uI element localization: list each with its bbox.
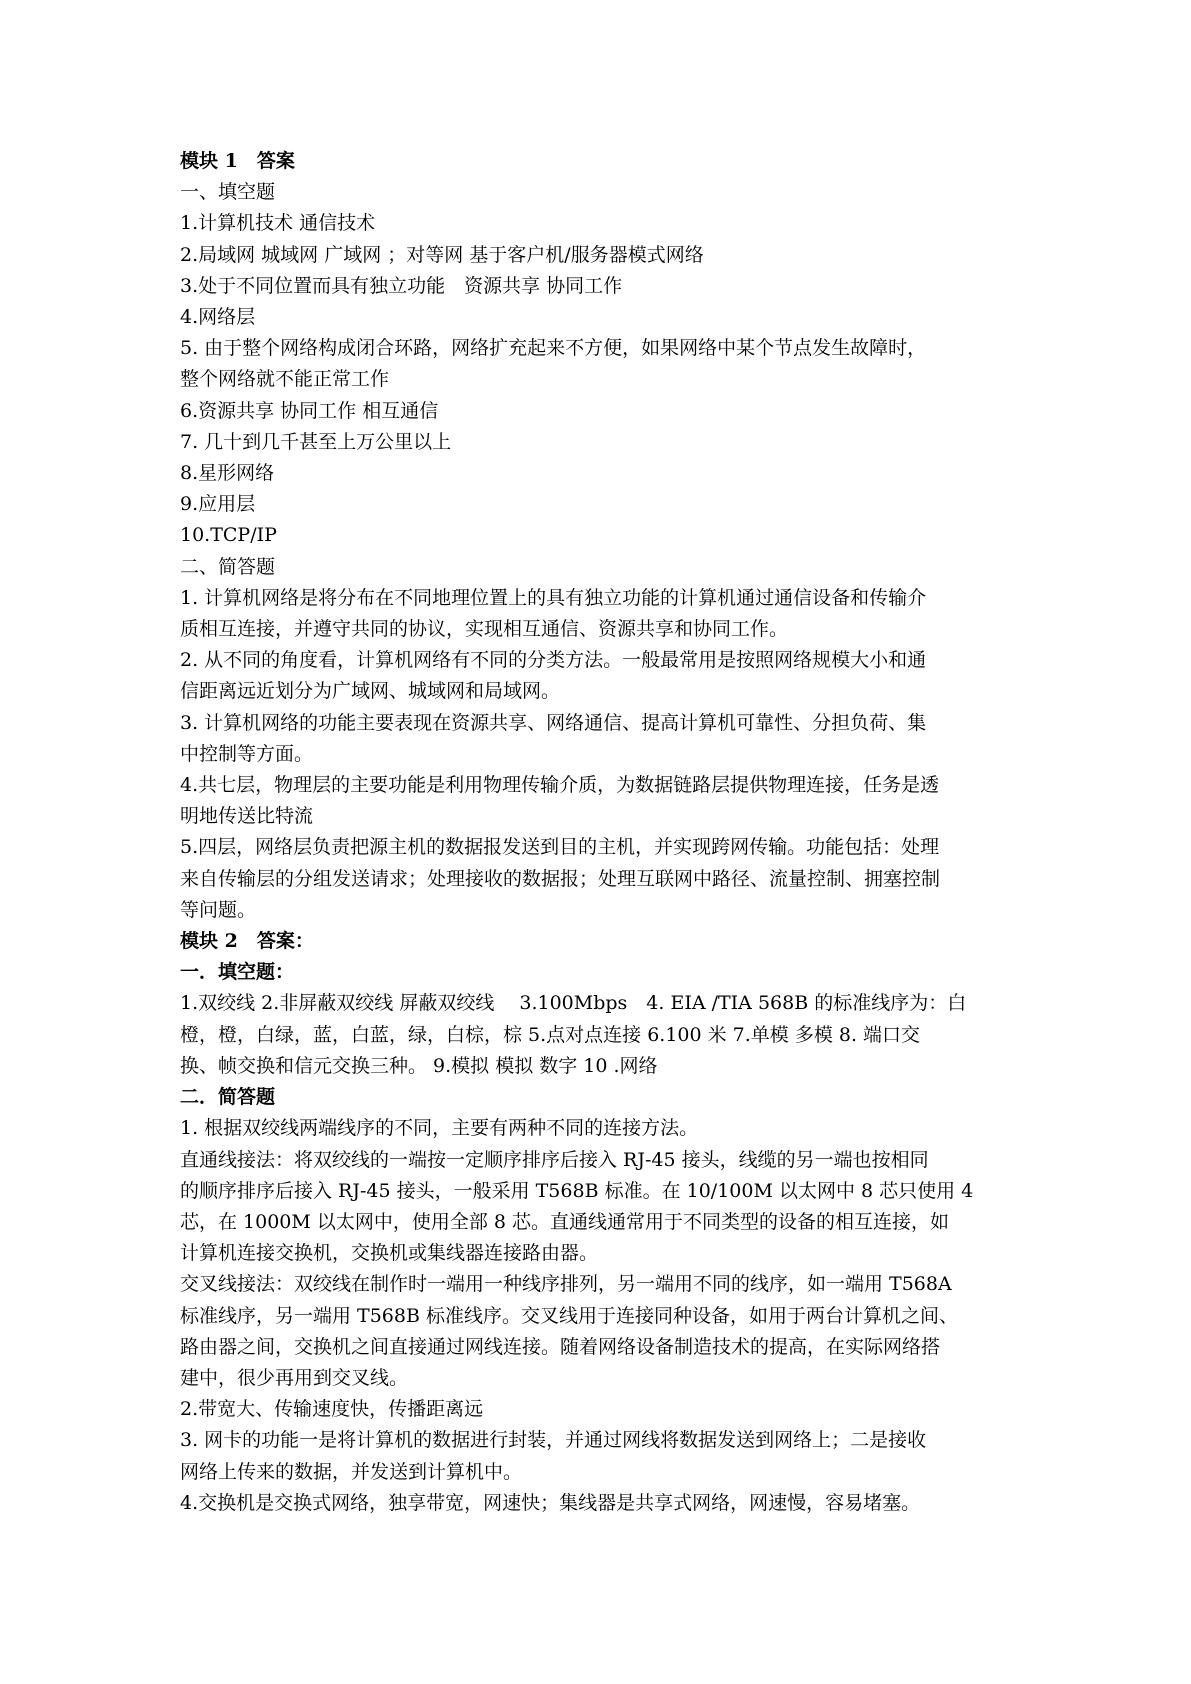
text-line: 换、帧交换和信元交换三种。 9.模拟 模拟 数字 10 .网络 [180,1054,658,1077]
text-line: 标准线序，另一端用 T568B 标准线序。交叉线用于连接同种设备，如用于两台计算机之间、 [180,1304,958,1327]
text-line: 等问题。 [180,898,257,921]
text-line: 4.交换机是交换式网络，独享带宽，网速快；集线器是共享式网络，网速慢，容易堵塞。 [180,1491,921,1514]
text-line: 1. 计算机网络是将分布在不同地理位置上的具有独立功能的计算机通过通信设备和传输介 [180,586,927,609]
section-heading: 模块 1 答案 [180,150,295,172]
text-line: 一、填空题 [180,181,276,204]
text-line: 4.共七层，物理层的主要功能是利用物理传输介质，为数据链路层提供物理连接，任务是透 [180,774,940,797]
text-line: 橙，橙，白绿，蓝，白蓝，绿，白棕，棕 5.点对点连接 6.100 米 7.单模 多模 8. 端口交 [180,1023,921,1046]
text-line: 3. 计算机网络的功能主要表现在资源共享、网络通信、提高计算机可靠性、分担负荷、集 [180,711,927,734]
text-line: 明地传送比特流 [180,805,314,828]
text-line: 二、简答题 [180,555,276,578]
text-line: 8.星形网络 [180,462,275,485]
text-line: 直通线接法：将双绞线的一端按一定顺序排序后接入 RJ-45 接头，线缆的另一端也按相同 [180,1148,929,1171]
text-line: 4.网络层 [180,306,256,329]
text-line: 来自传输层的分组发送请求；处理接收的数据报；处理互联网中路径、流量控制、拥塞控制 [180,867,941,890]
text-line: 7. 几十到几千甚至上万公里以上 [180,430,452,453]
text-line: 信距离远近划分为广域网、城域网和局域网。 [180,680,561,703]
text-line: 2. 从不同的角度看，计算机网络有不同的分类方法。一般最常用是按照网络规模大小和通 [180,649,927,672]
text-line: 9.应用层 [180,493,256,516]
text-line: 1.计算机技术 通信技术 [180,212,376,235]
text-line: 中控制等方面。 [180,742,314,765]
document-body [180,146,1010,1519]
text-line: 交叉线接法：双绞线在制作时一端用一种线序排列，另一端用不同的线序，如一端用 T568A [180,1273,952,1296]
text-line: 整个网络就不能正常工作 [180,368,390,391]
section-heading: 一．填空题： [180,961,295,984]
text-line: 网络上传来的数据，并发送到计算机中。 [180,1460,523,1483]
text-line: 3. 网卡的功能一是将计算机的数据进行封装，并通过网线将数据发送到网络上；二是接收 [180,1429,927,1452]
text-line: 6.资源共享 协同工作 相互通信 [180,399,439,422]
section-heading: 二．简答题 [180,1086,276,1109]
text-line: 计算机连接交换机，交换机或集线器连接路由器。 [180,1242,599,1265]
text-line: 质相互连接，并遵守共同的协议，实现相互通信、资源共享和协同工作。 [180,618,789,641]
text-line: 路由器之间，交换机之间直接通过网线连接。随着网络设备制造技术的提高，在实际网络搭 [180,1335,941,1358]
text-line: 1. 根据双绞线两端线序的不同，主要有两种不同的连接方法。 [180,1117,699,1140]
text-line: 3.处于不同位置而具有独立功能 资源共享 协同工作 [180,274,623,297]
text-line: 芯，在 1000M 以太网中，使用全部 8 芯。直通线通常用于不同类型的设备的相互连接，如 [180,1210,950,1233]
section-heading: 模块 2 答案： [180,930,314,953]
text-line: 1.双绞线 2.非屏蔽双绞线 屏蔽双绞线 3.100Mbps 4. EIA /TIA 568B 的标准线序为：白 [180,992,967,1015]
text-line: 2.局域网 城域网 广域网 ；对等网 基于客户机/服务器模式网络 [180,243,704,266]
text-line: 的顺序排序后接入 RJ-45 接头，一般采用 T568B 标准。在 10/100M 以太网中 8 芯只使用 4 [180,1179,974,1202]
text-line: 5.四层，网络层负责把源主机的数据报发送到目的主机，并实现跨网传输。功能包括：处理 [180,836,940,859]
text-line: 5. 由于整个网络构成闭合环路，网络扩充起来不方便，如果网络中某个节点发生故障时， [180,337,927,360]
text-line: 10.TCP/IP [180,524,277,547]
text-line: 2.带宽大、传输速度快，传播距离远 [180,1398,484,1421]
text-line: 建中，很少再用到交叉线。 [180,1366,409,1389]
